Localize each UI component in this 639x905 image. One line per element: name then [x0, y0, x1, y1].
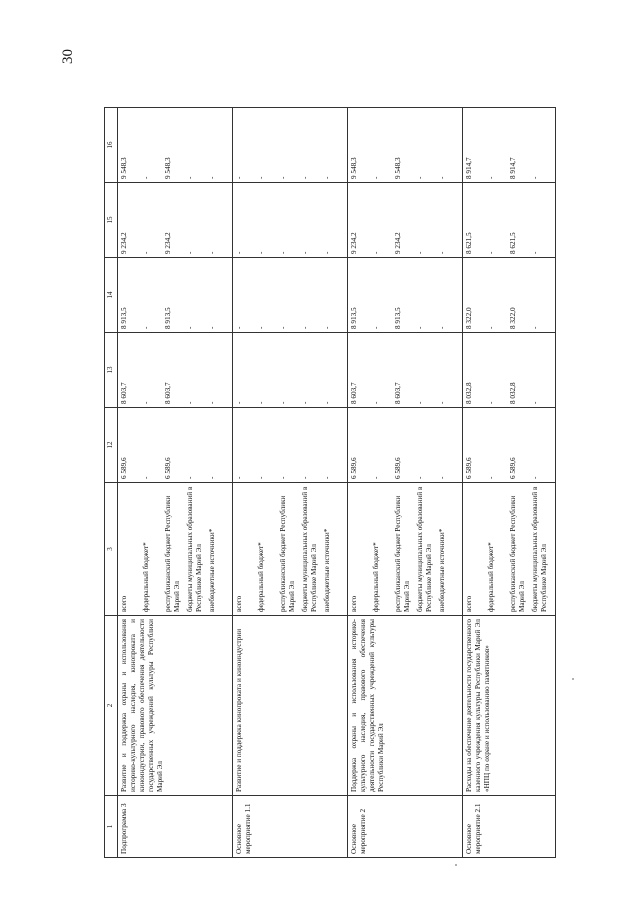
- source-label: бюджеты муниципальных образований в Республике Марий Эл: [186, 486, 203, 612]
- cell-value: 9 548,3: [120, 157, 128, 179]
- source-label: всего: [120, 595, 128, 612]
- cell-value: -: [323, 401, 331, 404]
- source-label: республиканский бюджет Республики Марий Эл: [164, 495, 181, 612]
- cell-value: -: [208, 326, 216, 329]
- source-label: всего: [350, 595, 358, 612]
- col-header-14: 14: [105, 258, 118, 333]
- col-header-2: 2: [105, 616, 118, 796]
- header-row: [105, 108, 118, 858]
- cell-value: 6 589,6: [164, 457, 172, 479]
- values-col-15: [118, 183, 233, 258]
- cell-value: -: [142, 251, 150, 254]
- source-label: бюджеты муниципальных образований в Республике Марий Эл: [416, 486, 433, 612]
- cell-value: -: [323, 251, 331, 254]
- cell-value: 8 032,8: [465, 382, 473, 404]
- cell-value: -: [531, 176, 539, 179]
- cell-value: -: [142, 176, 150, 179]
- values-col-13: [348, 333, 463, 408]
- table-row: [463, 108, 556, 858]
- funding-sources: [118, 483, 233, 616]
- source-label: республиканский бюджет Республики Марий Эл: [394, 495, 411, 612]
- cell-value: -: [186, 476, 194, 479]
- col-header-15: 15: [105, 183, 118, 258]
- source-label: всего: [465, 595, 473, 612]
- cell-value: -: [208, 251, 216, 254]
- cell-value: -: [301, 476, 309, 479]
- source-label: внебюджетные источники*: [323, 528, 331, 612]
- cell-value: -: [208, 476, 216, 479]
- source-label: федеральный бюджет*: [257, 542, 265, 612]
- table-row: [233, 108, 348, 858]
- cell-value: -: [142, 401, 150, 404]
- source-label: внебюджетные источники*: [438, 528, 446, 612]
- cell-value: -: [257, 476, 265, 479]
- cell-value: -: [235, 326, 243, 329]
- program-title: Развитие и поддержка охраны и использования историко-культурного наследия, кинопроката и киноиндустрии, правового обеспечения деятельности государственных учреждений культуры Республики Марий Эл: [118, 616, 233, 796]
- cell-value: -: [323, 476, 331, 479]
- cell-value: 8 603,7: [394, 382, 402, 404]
- cell-value: -: [531, 401, 539, 404]
- cell-value: 8 621,5: [509, 232, 517, 254]
- values-col-16: [348, 108, 463, 183]
- cell-value: -: [372, 251, 380, 254]
- table-row: [118, 108, 233, 858]
- col-header-12: 12: [105, 408, 118, 483]
- program-title: Поддержка охраны и использования историко-культурного наследия, правового обеспечения деятельности государственных учреждений культуры Республики Марий Эл: [348, 616, 463, 796]
- cell-value: -: [257, 176, 265, 179]
- financing-table: [104, 107, 556, 858]
- cell-value: 9 548,3: [394, 157, 402, 179]
- cell-value: -: [323, 176, 331, 179]
- cell-value: -: [301, 401, 309, 404]
- funding-sources: [463, 483, 556, 616]
- cell-value: -: [531, 326, 539, 329]
- cell-value: 6 589,6: [394, 457, 402, 479]
- cell-value: -: [531, 476, 539, 479]
- cell-value: 8 603,7: [120, 382, 128, 404]
- cell-value: 9 234,2: [394, 232, 402, 254]
- cell-value: -: [235, 176, 243, 179]
- cell-value: -: [235, 401, 243, 404]
- values-col-13: [463, 333, 556, 408]
- cell-value: -: [235, 251, 243, 254]
- values-col-12: [348, 408, 463, 483]
- cell-value: -: [438, 326, 446, 329]
- cell-value: 8 913,5: [350, 307, 358, 329]
- cell-value: -: [208, 176, 216, 179]
- col-header-1: 1: [105, 796, 118, 858]
- values-col-12: [233, 408, 348, 483]
- cell-value: 6 589,6: [350, 457, 358, 479]
- page-number: 30: [60, 49, 76, 64]
- source-label: федеральный бюджет*: [372, 542, 380, 612]
- values-col-14: [463, 258, 556, 333]
- cell-value: 8 603,7: [164, 382, 172, 404]
- cell-value: -: [487, 251, 495, 254]
- cell-value: -: [372, 476, 380, 479]
- values-col-16: [463, 108, 556, 183]
- values-col-12: [118, 408, 233, 483]
- program-code: Подпрограмма 3: [118, 796, 233, 858]
- values-col-13: [233, 333, 348, 408]
- cell-value: -: [416, 326, 424, 329]
- col-header-16: 16: [105, 108, 118, 183]
- values-col-15: [233, 183, 348, 258]
- cell-value: -: [208, 401, 216, 404]
- cell-value: 8 621,5: [465, 232, 473, 254]
- cell-value: 9 548,3: [164, 157, 172, 179]
- cell-value: 6 589,6: [465, 457, 473, 479]
- values-col-16: [233, 108, 348, 183]
- cell-value: -: [416, 176, 424, 179]
- cell-value: -: [372, 401, 380, 404]
- values-col-12: [463, 408, 556, 483]
- values-col-15: [463, 183, 556, 258]
- cell-value: -: [301, 326, 309, 329]
- cell-value: -: [487, 401, 495, 404]
- cell-value: -: [487, 176, 495, 179]
- cell-value: -: [438, 401, 446, 404]
- source-label: республиканский бюджет Республики Марий Эл: [509, 495, 526, 612]
- cell-value: 9 548,3: [350, 157, 358, 179]
- cell-value: -: [186, 401, 194, 404]
- cell-value: -: [279, 176, 287, 179]
- program-code: Основное мероприятие 1.1: [233, 796, 348, 858]
- cell-value: -: [372, 326, 380, 329]
- values-col-15: [348, 183, 463, 258]
- cell-value: -: [438, 251, 446, 254]
- source-label: федеральный бюджет*: [142, 542, 150, 612]
- cell-value: 8 913,5: [164, 307, 172, 329]
- source-label: федеральный бюджет*: [487, 542, 495, 612]
- source-label: республиканский бюджет Республики Марий Эл: [279, 495, 296, 612]
- source-label: всего: [235, 595, 243, 612]
- values-col-14: [348, 258, 463, 333]
- cell-value: -: [438, 176, 446, 179]
- cell-value: -: [531, 251, 539, 254]
- cell-value: -: [257, 251, 265, 254]
- cell-value: -: [487, 326, 495, 329]
- cell-value: -: [438, 476, 446, 479]
- cell-value: 9 234,2: [164, 232, 172, 254]
- cell-value: -: [257, 401, 265, 404]
- col-header-3: 3: [105, 483, 118, 616]
- source-label: бюджеты муниципальных образований в Республике Марий Эл: [301, 486, 318, 612]
- cell-value: -: [323, 326, 331, 329]
- funding-sources: [233, 483, 348, 616]
- program-title: Развитие и поддержка кинопроката и киноиндустрии: [233, 616, 348, 796]
- cell-value: 8 914,7: [465, 157, 473, 179]
- cell-value: 8 603,7: [350, 382, 358, 404]
- cell-value: 8 913,5: [120, 307, 128, 329]
- cell-value: 8 913,5: [394, 307, 402, 329]
- cell-value: 6 589,6: [509, 457, 517, 479]
- cell-value: 8 914,7: [509, 157, 517, 179]
- cell-value: -: [487, 476, 495, 479]
- scan-speck: [572, 678, 574, 680]
- cell-value: -: [186, 251, 194, 254]
- cell-value: -: [416, 251, 424, 254]
- cell-value: -: [186, 326, 194, 329]
- cell-value: -: [301, 176, 309, 179]
- source-label: бюджеты муниципальных образований в Республике Марий Эл: [531, 486, 548, 612]
- values-col-16: [118, 108, 233, 183]
- cell-value: 6 589,6: [120, 457, 128, 479]
- program-code: Основное мероприятие 2: [348, 796, 463, 858]
- cell-value: -: [142, 476, 150, 479]
- cell-value: 9 234,2: [350, 232, 358, 254]
- scan-speck: [455, 864, 457, 866]
- cell-value: -: [235, 476, 243, 479]
- table-row: [348, 108, 463, 858]
- program-title: Расходы на обеспечение деятельности государственного казенного учреждения культуры Республики Марий Эл «НПЦ по охране и использованию памятников»: [463, 616, 556, 796]
- rotated-table-wrapper: [104, 108, 548, 858]
- cell-value: -: [257, 326, 265, 329]
- cell-value: 9 234,2: [120, 232, 128, 254]
- cell-value: -: [301, 251, 309, 254]
- cell-value: -: [279, 401, 287, 404]
- values-col-14: [233, 258, 348, 333]
- cell-value: -: [279, 251, 287, 254]
- values-col-14: [118, 258, 233, 333]
- cell-value: -: [416, 476, 424, 479]
- col-header-13: 13: [105, 333, 118, 408]
- cell-value: -: [416, 401, 424, 404]
- values-col-13: [118, 333, 233, 408]
- source-label: внебюджетные источники*: [208, 528, 216, 612]
- cell-value: -: [142, 326, 150, 329]
- cell-value: 8 322,0: [509, 307, 517, 329]
- cell-value: 8 032,8: [509, 382, 517, 404]
- cell-value: -: [186, 176, 194, 179]
- cell-value: -: [279, 476, 287, 479]
- program-code: Основное мероприятие 2.1: [463, 796, 556, 858]
- cell-value: -: [372, 176, 380, 179]
- funding-sources: [348, 483, 463, 616]
- cell-value: 8 322,0: [465, 307, 473, 329]
- cell-value: -: [279, 326, 287, 329]
